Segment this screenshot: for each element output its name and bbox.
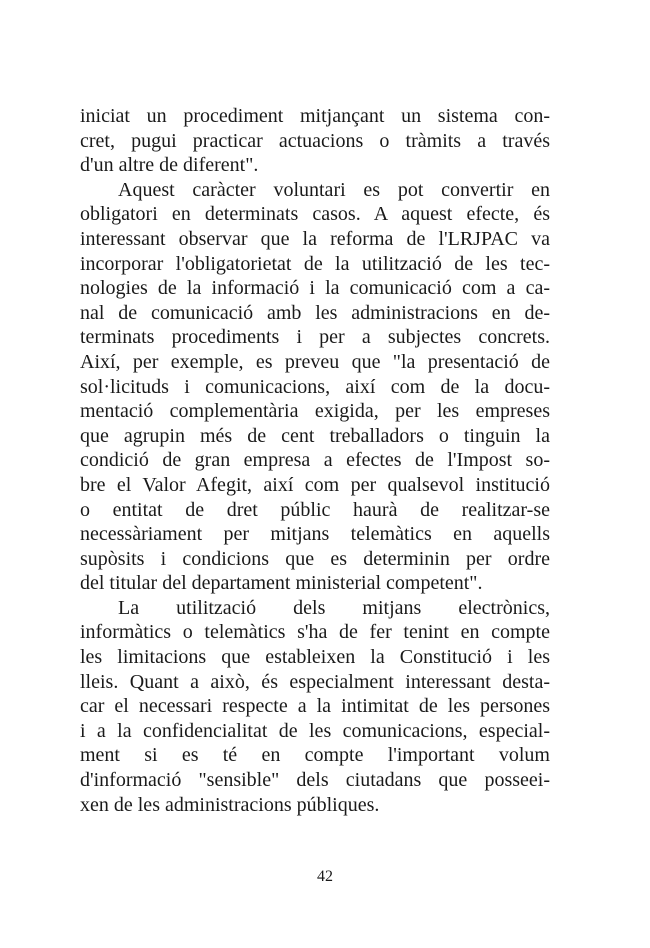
text-line: lleis. Quant a això, és especialment interessant desta-	[80, 670, 550, 693]
text-line: i a la confidencialitat de les comunicacions, especial-	[80, 719, 550, 742]
text-line: sol·licituds i comunicacions, així com de la docu-	[80, 375, 550, 398]
text-line: que agrupin més de cent treballadors o tinguin la	[80, 424, 550, 447]
text-line: supòsits i condicions que es determinin per ordre	[80, 547, 550, 570]
text-line: cret, pugui practicar actuacions o tràmits a través	[80, 129, 550, 152]
text-line: condició de gran empresa a efectes de l'Impost so-	[80, 449, 550, 472]
text-line: obligatori en determinats casos. A aquest efecte, és	[80, 203, 550, 226]
body-text	[80, 104, 550, 817]
text-line: necessàriament per mitjans telemàtics en aquells	[80, 523, 550, 546]
text-line: mentació complementària exigida, per les empreses	[80, 400, 550, 423]
text-line: La utilització dels mitjans electrònics,	[118, 596, 550, 619]
text-line: xen de les administracions públiques.	[80, 793, 380, 816]
text-line: Així, per exemple, es preveu que "la presentació de	[80, 350, 550, 373]
text-line: les limitacions que estableixen la Constitució i les	[80, 646, 550, 669]
text-line: informàtics o telemàtics s'ha de fer tenint en compte	[80, 621, 550, 644]
page-number: 42	[317, 868, 333, 885]
text-line: interessant observar que la reforma de l'LRJPAC va	[80, 227, 550, 250]
text-line: o entitat de dret públic haurà de realitzar-se	[80, 498, 550, 521]
text-line: Aquest caràcter voluntari es pot convertir en	[118, 178, 550, 201]
text-line: bre el Valor Afegit, així com per qualsevol institució	[80, 473, 550, 496]
text-line: iniciat un procediment mitjançant un sistema con-	[80, 105, 550, 127]
text-line: nologies de la informació i la comunicació com a ca-	[80, 277, 550, 300]
text-line: car el necessari respecte a la intimitat de les persones	[80, 695, 550, 718]
text-line: del titular del departament ministerial competent".	[80, 572, 483, 595]
text-line: terminats procediments i per a subjectes concrets.	[80, 326, 550, 349]
text-line: incorporar l'obligatorietat de la utilització de les tec-	[80, 252, 550, 275]
text-line: d'informació "sensible" dels ciutadans que posseei-	[80, 769, 550, 792]
text-line: d'un altre de diferent".	[80, 154, 259, 177]
text-line: ment si es té en compte l'important volum	[80, 744, 550, 767]
text-line: nal de comunicació amb les administracions en de-	[80, 301, 550, 324]
